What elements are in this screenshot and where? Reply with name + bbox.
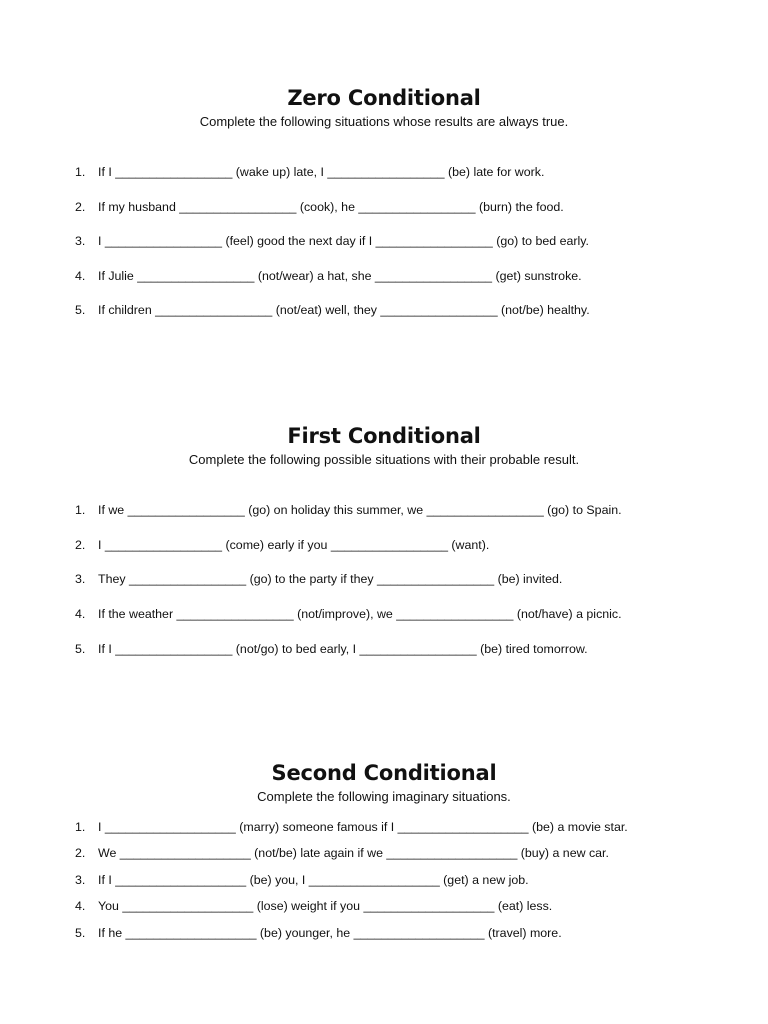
- item-number: 1.: [75, 820, 86, 834]
- section-instruction: Complete the following imaginary situations.: [257, 789, 511, 804]
- item-number: 5.: [75, 925, 86, 940]
- exercise-item: [0, 233, 768, 268]
- item-number: 4.: [75, 268, 86, 283]
- exercise-item: [0, 819, 768, 845]
- item-number: 5.: [75, 641, 86, 656]
- item-number: 3.: [75, 234, 86, 248]
- item-text: If the weather _________________ (not/improve), we _________________ (not/have) a picnic.: [98, 607, 622, 622]
- item-text: We ___________________ (not/be) late again if we ___________________ (buy) a new car.: [98, 846, 609, 861]
- exercise-item: [0, 872, 768, 898]
- section-instruction: Complete the following possible situations with their probable result.: [188, 452, 580, 467]
- exercise-list: [0, 502, 768, 675]
- exercise-item: [0, 268, 768, 303]
- exercise-item: [0, 641, 768, 676]
- item-text: If I _________________ (not/go) to bed early, I _________________ (be) tired tomorrow.: [98, 641, 588, 656]
- zero-conditional-section: [0, 85, 768, 337]
- item-text: If we _________________ (go) on holiday this summer, we _________________ (go) to Spain.: [98, 503, 622, 517]
- exercise-item: [0, 164, 768, 199]
- exercise-item: [0, 925, 768, 951]
- item-number: 2.: [75, 537, 86, 552]
- exercise-item: [0, 898, 768, 924]
- second-conditional-section: [0, 760, 768, 951]
- exercise-item: [0, 302, 768, 337]
- item-text: If I ___________________ (be) you, I ___________________ (get) a new job.: [98, 872, 529, 887]
- item-number: 2.: [75, 846, 86, 861]
- item-number: 2.: [75, 199, 86, 214]
- item-text: You ___________________ (lose) weight if you ___________________ (eat) less.: [98, 899, 553, 914]
- item-text: If I _________________ (wake up) late, I _________________ (be) late for work.: [98, 165, 545, 179]
- exercise-list: [0, 164, 768, 337]
- section-title: Second Conditional: [271, 761, 497, 785]
- item-number: 1.: [75, 165, 86, 179]
- item-text: If he ___________________ (be) younger, he ___________________ (travel) more.: [98, 925, 562, 940]
- item-text: I ___________________ (marry) someone famous if I ___________________ (be) a movie star.: [98, 820, 628, 834]
- item-number: 1.: [75, 503, 86, 517]
- item-number: 3.: [75, 872, 86, 887]
- exercise-list: [0, 819, 768, 951]
- section-title: Zero Conditional: [287, 86, 481, 110]
- exercise-item: [0, 537, 768, 572]
- item-number: 4.: [75, 607, 86, 622]
- exercise-item: [0, 502, 768, 537]
- exercise-item: [0, 571, 768, 606]
- item-text: If Julie _________________ (not/wear) a hat, she _________________ (get) sunstroke.: [98, 268, 582, 283]
- item-number: 5.: [75, 303, 86, 317]
- item-number: 4.: [75, 899, 86, 914]
- exercise-item: [0, 606, 768, 641]
- item-text: I _________________ (feel) good the next day if I _________________ (go) to bed early.: [98, 234, 589, 248]
- section-title: First Conditional: [287, 424, 481, 448]
- item-text: They _________________ (go) to the party if they _________________ (be) invited.: [98, 572, 563, 587]
- item-text: If my husband _________________ (cook), he _________________ (burn) the food.: [98, 199, 564, 214]
- item-text: If children _________________ (not/eat) well, they _________________ (not/be) healthy.: [98, 303, 590, 317]
- exercise-item: [0, 845, 768, 871]
- item-number: 3.: [75, 572, 86, 587]
- section-instruction: Complete the following situations whose results are always true.: [199, 114, 569, 129]
- first-conditional-section: [0, 423, 768, 675]
- item-text: I _________________ (come) early if you _________________ (want).: [98, 537, 490, 552]
- exercise-item: [0, 199, 768, 234]
